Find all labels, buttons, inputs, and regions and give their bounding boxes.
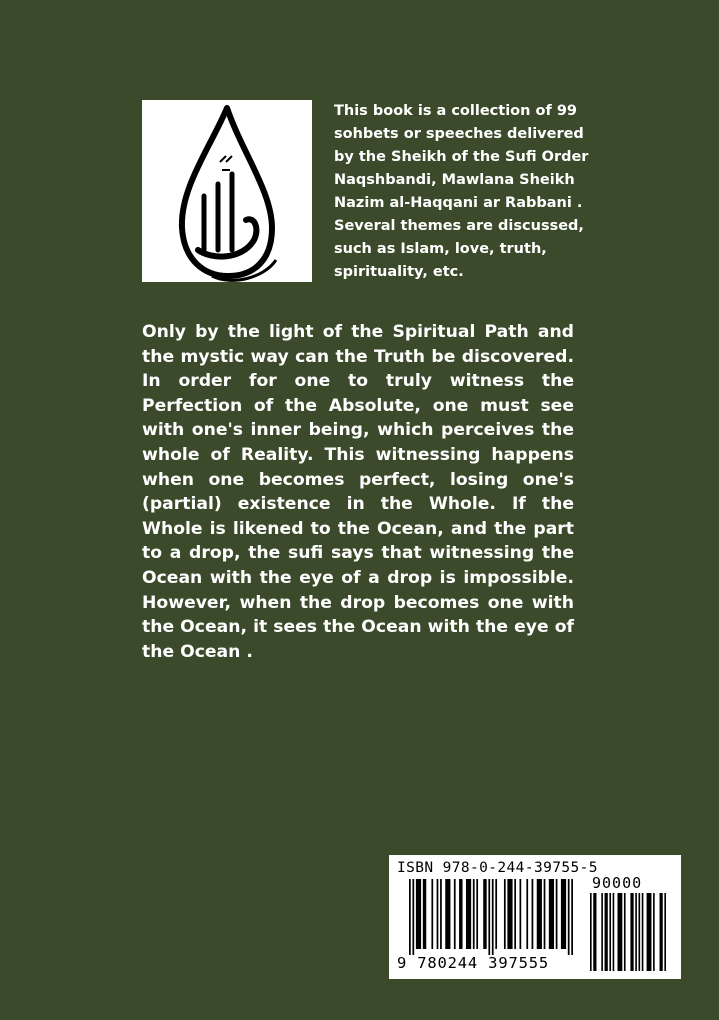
barcode-bar	[423, 879, 426, 949]
barcode-bar	[630, 893, 633, 971]
barcode-bar	[495, 879, 497, 949]
barcode-bar	[412, 879, 414, 955]
barcode-digits: 9 780244 397555	[397, 954, 549, 972]
allah-calligraphy-teardrop-icon	[142, 100, 312, 282]
barcode-bar	[639, 893, 641, 971]
barcode-bar	[473, 879, 475, 949]
barcode-bar	[454, 879, 456, 949]
barcode-bar	[519, 879, 521, 949]
barcode-bar	[507, 879, 512, 949]
barcode-bar	[605, 893, 608, 971]
barcode-bar	[593, 893, 596, 971]
barcode-bar	[459, 879, 462, 949]
addon-bars	[590, 893, 666, 971]
isbn-barcode	[389, 855, 681, 979]
barcode-bar	[488, 879, 490, 955]
barcode-bar	[660, 893, 663, 971]
barcode-bar	[601, 893, 603, 971]
barcode-bar	[416, 879, 421, 949]
barcode-bar	[609, 893, 611, 971]
barcode-bar	[624, 893, 626, 971]
barcode-bar	[440, 879, 442, 949]
barcode-bar	[532, 879, 534, 949]
barcode-bar	[437, 879, 439, 949]
barcode-bar	[653, 893, 655, 971]
barcode-bar	[635, 893, 637, 971]
barcode-bar	[445, 879, 450, 949]
barcode-bar	[466, 879, 471, 949]
barcode-bar	[568, 879, 570, 955]
barcode-bar	[504, 879, 506, 949]
barcode-bar	[514, 879, 516, 949]
isbn-label: ISBN 978-0-244-39755-5	[397, 860, 598, 876]
barcode-bar	[590, 893, 592, 971]
barcode-addon-code: 90000	[592, 874, 643, 892]
barcode-bar	[537, 879, 542, 949]
barcode-bar	[561, 879, 566, 949]
barcode-bar	[492, 879, 494, 955]
barcode-bar	[483, 879, 486, 949]
emblem-panel	[142, 100, 312, 282]
barcode-bar	[664, 893, 666, 971]
back-cover-blurb: This book is a collection of 99 sohbets or speeches delivered by the Sheikh of the Sufi Order Naqshbandi, Mawlana Sheikh Nazim al-Haqqani ar Rabbani . Several themes are discussed, such as Islam, love, truth, spirituality, etc.	[334, 103, 589, 280]
barcode-bar	[647, 893, 652, 971]
barcode-bar	[613, 893, 615, 971]
barcode-bar	[642, 893, 644, 971]
barcode-bar	[571, 879, 573, 955]
back-cover-description: Only by the light of the Spiritual Path and the mystic way can the Truth be discovered. In order for one to truly witness the Perfection of the Absolute, one must see with one's inner being, which perceives the whole of Reality. This witnessing happens when one becomes perfect, losing one's (partial) existence in the Whole. If the Whole is likened to the Ocean, and the part to a drop, the sufi says that witnessing the Ocean with the eye of a drop is impossible. However, when the drop becomes one with the Ocean, it sees the Ocean with the eye of the Ocean .	[142, 322, 574, 662]
barcode-bar	[549, 879, 554, 949]
barcode-bar	[617, 893, 622, 971]
barcode-bar	[556, 879, 558, 949]
barcode-bar	[544, 879, 546, 949]
barcode-bar	[476, 879, 478, 949]
ean13-bars	[409, 879, 573, 955]
barcode-bar	[409, 879, 411, 955]
barcode-bar	[431, 879, 433, 949]
barcode-bar	[526, 879, 528, 949]
